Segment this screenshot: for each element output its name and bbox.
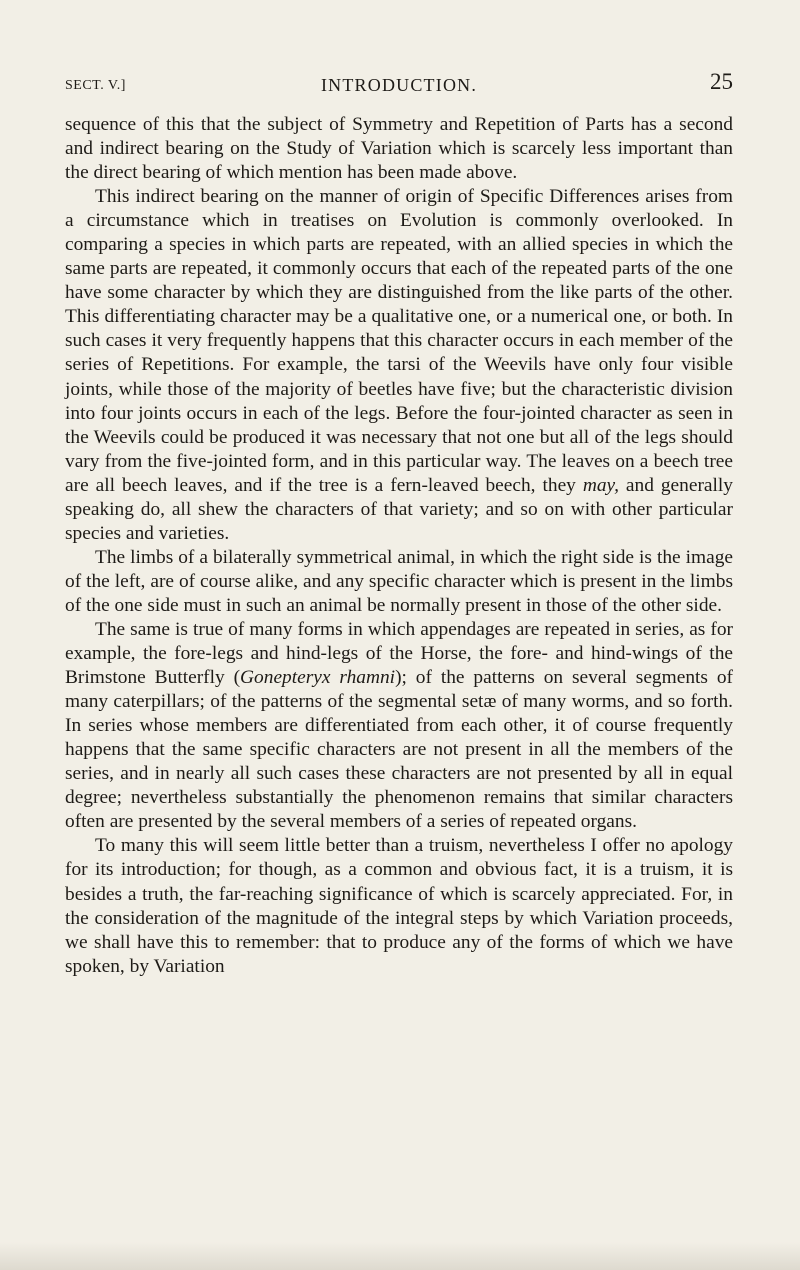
page-title: INTRODUCTION. <box>320 75 478 95</box>
paragraph: This indirect bearing on the manner of origin of Specific Differences arises from a circumstance which in treatises on Evolution is commonly overlooked. In comparing a species in which parts are repeated, with an allied species in which the same parts are repeated, it commonly occurs that each of the repeated parts of the one have some character by which they are distinguished from the like parts of the other. This differentiating character may be a qualitative one, or a numerical one, or both. In such cases it very frequently happens that this character occurs in each member of the series of Repetitions. For example, the tarsi of the Weevils have only four visible joints, while those of the majority of beetles have five; but the characteristic division into four joints occurs in each of the legs. Before the four-jointed character as seen in the Weevils could be produced it was necessary that not one but all of the legs should vary from the five-jointed form, and in this particular way. The leaves on a beech tree are all beech leaves, and if the tree is a fern-leaved beech, they may, and generally speaking do, all shew the characters of that variety; and so on with other particular species and varieties. <box>65 186 733 544</box>
paragraph: The limbs of a bilaterally symmetrical animal, in which the right side is the image of the left, are of course alike, and any specific character which is present in the limbs of the one side must in such an animal be normally present in those of the other side. <box>65 546 733 616</box>
body-text <box>65 113 733 979</box>
section-label: SECT. V.] <box>65 78 126 93</box>
running-head <box>65 69 733 102</box>
italic-emphasis: may, <box>582 474 619 496</box>
paragraph: The same is true of many forms in which appendages are repeated in series, as for example, the fore-legs and hind-legs of the Horse, the fore- and hind-wings of the Brimstone Butterfly (Gonepteryx rhamni); of the patterns on several segments of many caterpillars; of the patterns of the segmental setæ of many worms, and so forth. In series whose members are differentiated from each other, it of course frequently happens that the same specific characters are not present in all the members of the series, and in nearly all such cases these characters are not presented by all in equal degree; nevertheless substantially the phenomenon remains that similar characters often are presented by the several members of a series of repeated organs. <box>65 618 733 833</box>
species-name: Gonepteryx rhamni <box>240 667 396 689</box>
page-edge-shadow <box>0 1242 800 1270</box>
paragraph: To many this will seem little better than a truism, nevertheless I offer no apology for its introduction; for though, as a common and obvious fact, it is a truism, it is besides a truth, the far-reaching significance of which is scarcely appreciated. For, in the consideration of the magnitude of the integral steps by which Variation proceeds, we shall have this to remember: that to produce any of the forms of which we have spoken, by Variation <box>65 835 733 977</box>
paragraph: sequence of this that the subject of Symmetry and Repetition of Parts has a second and indirect bearing on the Study of Variation which is scarcely less important than the direct bearing of which mention has been made above. <box>65 114 733 184</box>
page-number: 25 <box>710 69 733 94</box>
